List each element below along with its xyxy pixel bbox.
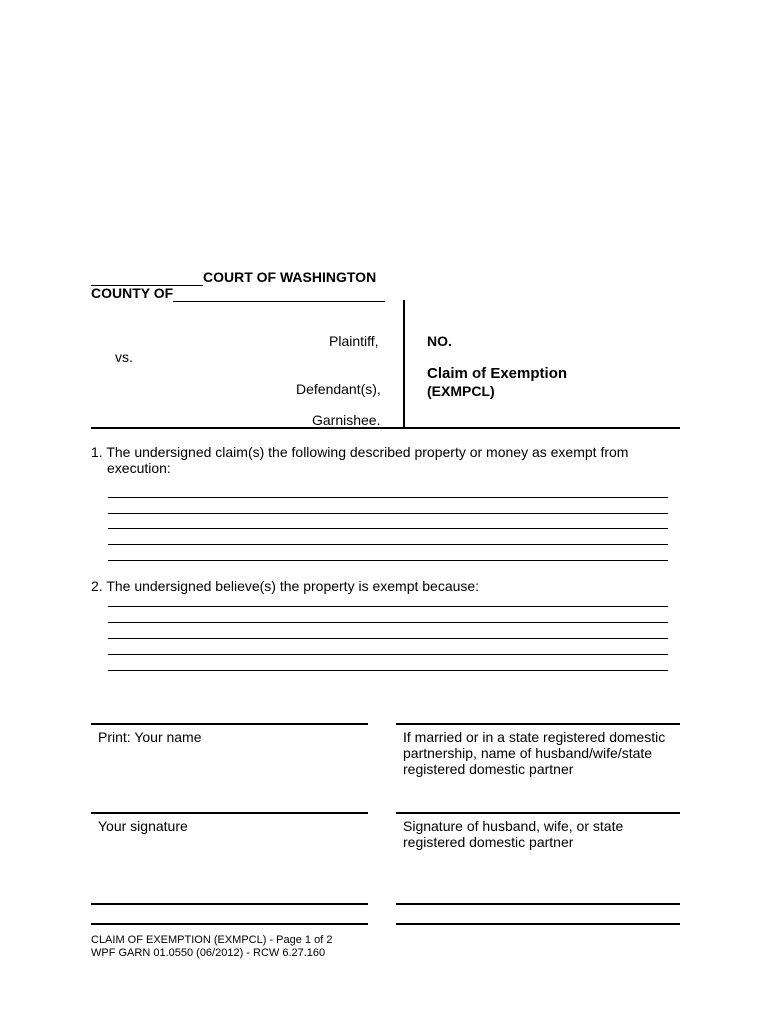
county-row (91, 285, 385, 302)
print-name-label: Print: Your name (98, 729, 202, 745)
section2-line-4[interactable] (108, 654, 668, 655)
bottom-left-line-1 (91, 903, 368, 905)
court-name-blank[interactable] (91, 269, 203, 286)
section1-text: 1. The undersigned claim(s) the following described property or money as exempt from (91, 444, 629, 460)
section1-text-cont: execution: (107, 460, 171, 476)
bottom-right-line-1 (396, 903, 680, 905)
form-code: (EXMPCL) (427, 383, 495, 399)
footer-line-2: WPF GARN 01.0550 (06/2012) - RCW 6.27.160 (91, 947, 326, 959)
section1-line-1[interactable] (108, 497, 668, 498)
footer-line-1: CLAIM OF EXEMPTION (EXMPCL) - Page 1 of 2 (91, 934, 333, 946)
section1-line-5[interactable] (108, 560, 668, 561)
section2-line-3[interactable] (108, 638, 668, 639)
court-header (91, 269, 376, 286)
defendant-label: Defendant(s), (296, 381, 381, 397)
section1-line-4[interactable] (108, 544, 668, 545)
print-name-line[interactable] (91, 723, 368, 725)
county-name-blank[interactable] (173, 285, 385, 302)
section2-text: 2. The undersigned believe(s) the property is exempt because: (91, 578, 480, 594)
bottom-left-line-2 (91, 923, 368, 925)
your-signature-line[interactable] (91, 812, 368, 814)
garnishee-label: Garnishee. (312, 412, 381, 428)
spouse-name-label-3: registered domestic partner (403, 761, 574, 777)
plaintiff-label: Plaintiff, (329, 333, 379, 349)
spouse-name-label-2: partnership, name of husband/wife/state (403, 745, 653, 761)
your-signature-label: Your signature (98, 818, 188, 834)
form-title: Claim of Exemption (427, 365, 568, 382)
section2-line-1[interactable] (108, 606, 668, 607)
spouse-signature-label-2: registered domestic partner (403, 834, 574, 850)
case-number-label: NO. (427, 333, 452, 349)
spouse-signature-line[interactable] (396, 812, 680, 814)
spouse-name-label-1: If married or in a state registered domestic (403, 729, 666, 745)
section1-line-3[interactable] (108, 528, 668, 529)
caption-divider (403, 300, 405, 428)
bottom-right-line-2 (396, 923, 680, 925)
caption-bottom-rule (91, 427, 680, 429)
county-label: COUNTY OF (91, 285, 174, 301)
court-title: COURT OF WASHINGTON (203, 269, 377, 285)
spouse-signature-label-1: Signature of husband, wife, or state (403, 818, 624, 834)
section2-line-2[interactable] (108, 622, 668, 623)
vs-label: vs. (115, 349, 133, 365)
spouse-name-line[interactable] (396, 723, 680, 725)
section2-line-5[interactable] (108, 670, 668, 671)
section1-line-2[interactable] (108, 513, 668, 514)
